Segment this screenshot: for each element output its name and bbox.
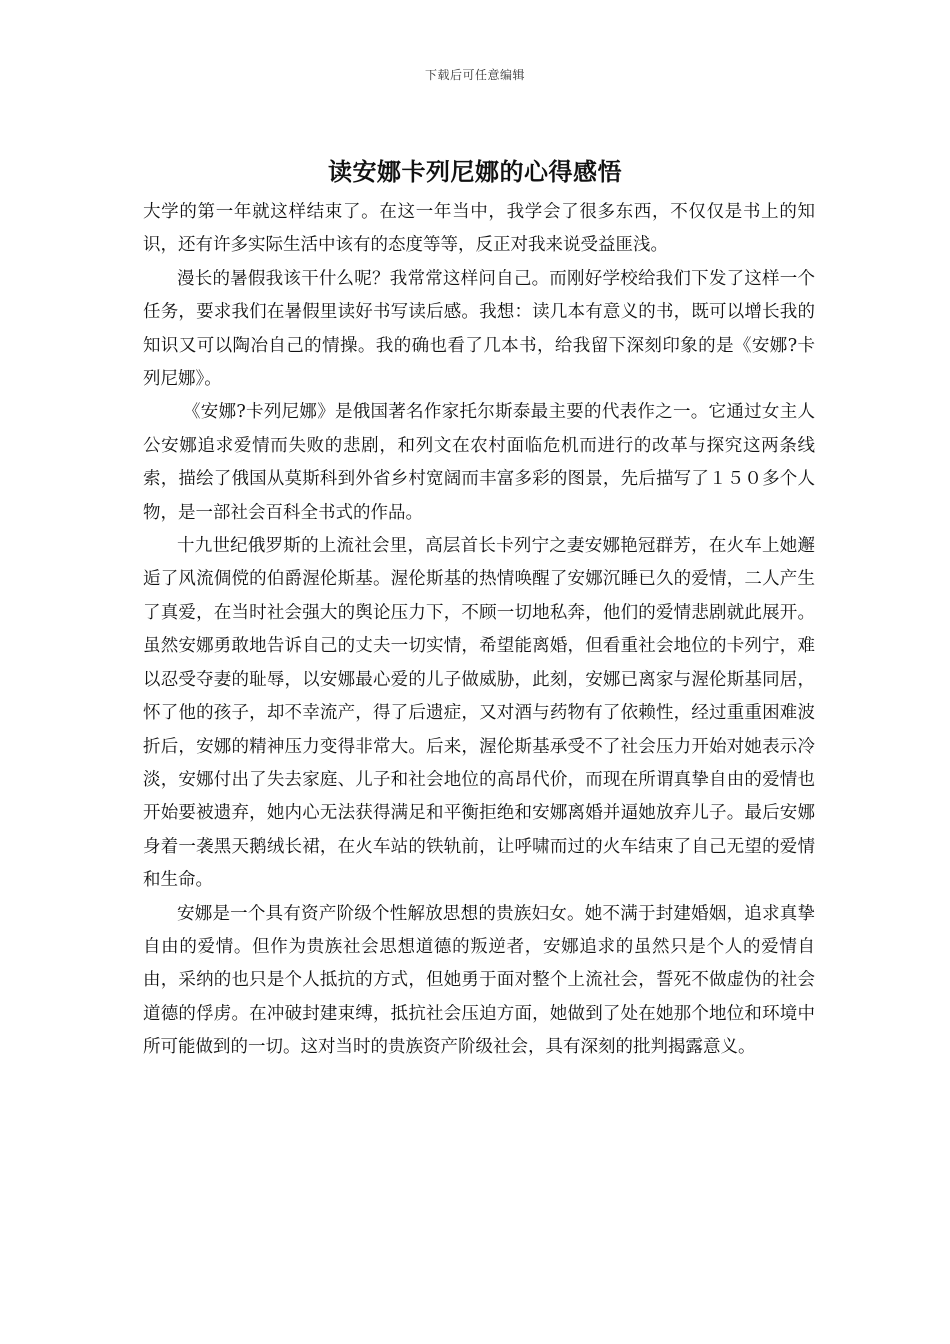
document-body xyxy=(143,196,815,1065)
paragraph-5: 安娜是一个具有资产阶级个性解放思想的贵族妇女。她不满于封建婚姻，追求真挚自由的爱情。但作为贵族社会思想道德的叛逆者，安娜追求的虽然只是个人的爱情自由，采纳的也只是个人抵抗的方式，但她勇于面对整个上流社会，誓死不做虚伪的社会道德的俘虏。在冲破封建束缚，抵抗社会压迫方面，她做到了处在她那个地位和环境中所可能做到的一切。这对当时的贵族资产阶级社会，具有深刻的批判揭露意义。 xyxy=(143,903,815,1058)
paragraph-4: 十九世纪俄罗斯的上流社会里，高层首长卡列宁之妻安娜艳冠群芳，在火车上她邂逅了风流倜傥的伯爵渥伦斯基。渥伦斯基的热情唤醒了安娜沉睡已久的爱情，二人产生了真爱，在当时社会强大的舆论压力下，不顾一切地私奔，他们的爱情悲剧就此展开。虽然安娜勇敢地告诉自己的丈夫一切实情，希望能离婚，但看重社会地位的卡列宁，难以忍受夺妻的耻辱，以安娜最心爱的儿子做威胁，此刻，安娜已离家与渥伦斯基同居，怀了他的孩子，却不幸流产，得了后遗症，又对酒与药物有了依赖性，经过重重困难波折后，安娜的精神压力变得非常大。后来，渥伦斯基承受不了社会压力开始对她表示冷淡，安娜付出了失去家庭、儿子和社会地位的高昂代价，而现在所谓真挚自由的爱情也开始要被遗弃，她内心无法获得满足和平衡拒绝和安娜离婚并逼她放弃儿子。最后安娜身着一袭黑天鹅绒长裙，在火车站的铁轨前，让呼啸而过的火车结束了自己无望的爱情和生命。 xyxy=(143,536,815,891)
document-title: 读安娜卡列尼娜的心得感悟 xyxy=(328,157,622,186)
page-header-note: 下载后可任意编辑 xyxy=(424,68,525,82)
paragraph-1: 大学的第一年就这样结束了。在这一年当中，我学会了很多东西，不仅仅是书上的知识，还有许多实际生活中该有的态度等等，反正对我来说受益匪浅。 xyxy=(143,202,815,256)
paragraph-3: 《安娜?卡列尼娜》是俄国著名作家托尔斯泰最主要的代表作之一。它通过女主人公安娜追求爱情而失败的悲剧，和列文在农村面临危机而进行的改革与探究这两条线索，描绘了俄国从莫斯科到外省乡村宽阔而丰富多彩的图景，先后描写了１５０多个人物，是一部社会百科全书式的作品。 xyxy=(143,402,815,523)
paragraph-2: 漫长的暑假我该干什么呢？我常常这样问自己。而刚好学校给我们下发了这样一个任务，要求我们在暑假里读好书写读后感。我想：读几本有意义的书，既可以增长我的知识又可以陶冶自己的情操。我的确也看了几本书，给我留下深刻印象的是《安娜?卡列尼娜》。 xyxy=(143,268,815,390)
